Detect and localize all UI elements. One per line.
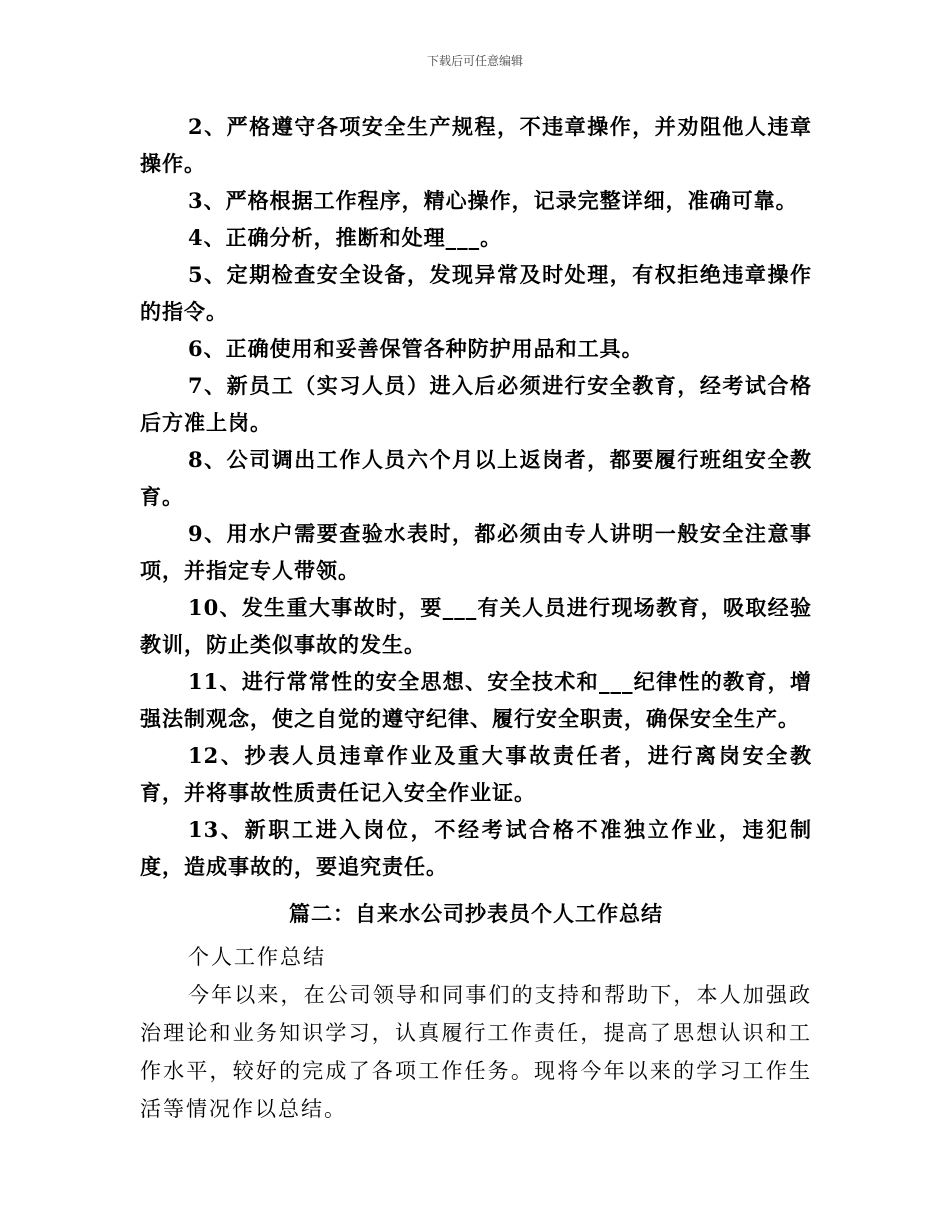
rule-item: 11、进行常常性的安全思想、安全技术和___纪律性的教育，增强法制观念，使之自觉的遵守纪律、履行安全职责，确保安全生产。 (140, 669, 812, 731)
rule-item: 10、发生重大事故时，要___有关人员进行现场教育，吸取经验教训，防止类似事故的发生。 (140, 595, 812, 657)
rule-item: 2、严格遵守各项安全生产规程，不违章操作，并劝阻他人违章操作。 (140, 114, 812, 176)
rule-item: 5、定期检查安全设备，发现异常及时处理，有权拒绝违章操作的指令。 (140, 262, 812, 324)
rule-item: 12、抄表人员违章作业及重大事故责任者，进行离岗安全教育，并将事故性质责任记入安全作业证。 (140, 743, 812, 805)
rule-item: 8、公司调出工作人员六个月以上返岗者，都要履行班组安全教育。 (140, 447, 812, 509)
rule-item: 4、正确分析，推断和处理___。 (188, 225, 503, 250)
document-body (140, 108, 812, 1128)
rule-item: 6、正确使用和妥善保管各种防护用品和工具。 (188, 336, 644, 361)
page-header: 下载后可任意编辑 (426, 54, 523, 68)
section-body: 今年以来，在公司领导和同事们的支持和帮助下，本人加强政治理论和业务知识学习，认真履行工作责任，提高了思想认识和工作水平，较好的完成了各项工作任务。现将今年以来的学习工作生活等情况作以总结。 (140, 983, 812, 1121)
section-title: 篇二：自来水公司抄表员个人工作总结 (289, 901, 663, 926)
rule-item: 3、严格根据工作程序，精心操作，记录完整详细，准确可靠。 (188, 188, 798, 213)
rule-item: 9、用水户需要查验水表时，都必须由专人讲明一般安全注意事项，并指定专人带领。 (140, 521, 812, 583)
rule-item: 13、新职工进入岗位，不经考试合格不准独立作业，违犯制度，造成事故的，要追究责任。 (140, 817, 812, 879)
section-subtitle: 个人工作总结 (188, 945, 326, 969)
rule-item: 7、新员工（实习人员）进入后必须进行安全教育，经考试合格后方准上岗。 (140, 373, 812, 435)
